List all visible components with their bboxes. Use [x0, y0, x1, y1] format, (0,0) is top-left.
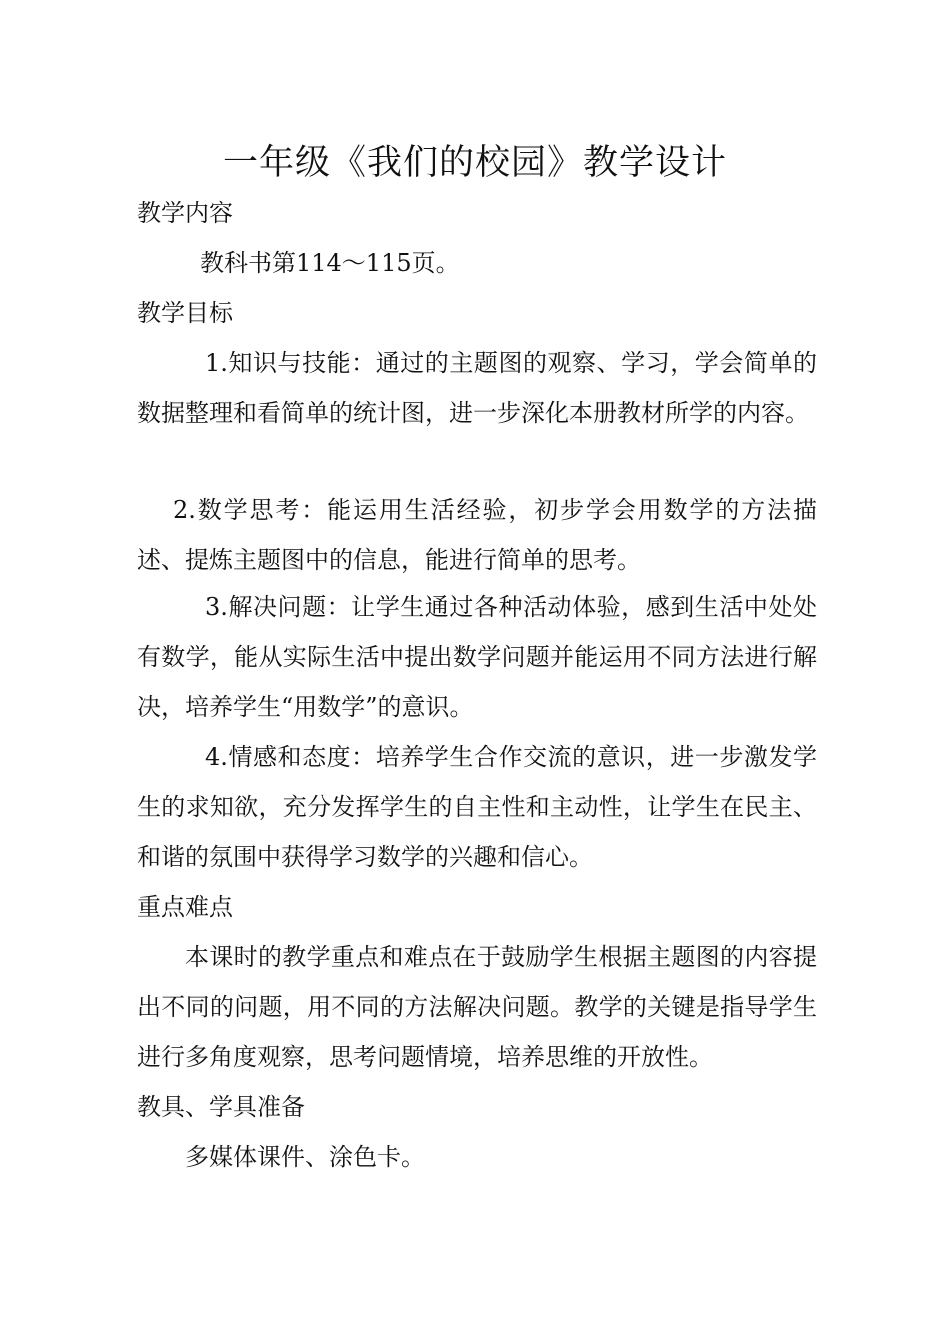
section-heading-keypoints: 重点难点 [137, 893, 233, 921]
document-title: 一年级《我们的校园》教学设计 [222, 143, 727, 183]
section-heading-materials: 教具、学具准备 [137, 1093, 305, 1121]
keypoints-text: 本课时的教学重点和难点在于鼓励学生根据主题图的内容提出不同的问题，用不同的方法解决问题。教学的关键是指导学生进行多角度观察，思考问题情境，培养思维的开放性。 [137, 943, 817, 1071]
section-heading-goals: 教学目标 [137, 299, 233, 327]
goal-item-1: 1.知识与技能：通过的主题图的观察、学习，学会简单的数据整理和看简单的统计图，进一步深化本册教材所学的内容。 [137, 349, 817, 427]
goal-item-4: 4.情感和态度：培养学生合作交流的意识，进一步激发学生的求知欲，充分发挥学生的自主性和主动性，让学生在民主、和谐的氛围中获得学习数学的兴趣和信心。 [137, 743, 817, 871]
section-heading-content: 教学内容 [137, 199, 233, 227]
materials-text: 多媒体课件、涂色卡。 [185, 1143, 425, 1171]
goal-item-2: 2.数学思考：能运用生活经验，初步学会用数学的方法描述、提炼主题图中的信息，能进行简单的思考。 [137, 496, 817, 574]
content-text: 教科书第114～115页。 [200, 249, 460, 277]
goal-item-3: 3.解决问题：让学生通过各种活动体验，感到生活中处处有数学，能从实际生活中提出数学问题并能运用不同方法进行解决，培养学生“用数学”的意识。 [137, 593, 817, 721]
